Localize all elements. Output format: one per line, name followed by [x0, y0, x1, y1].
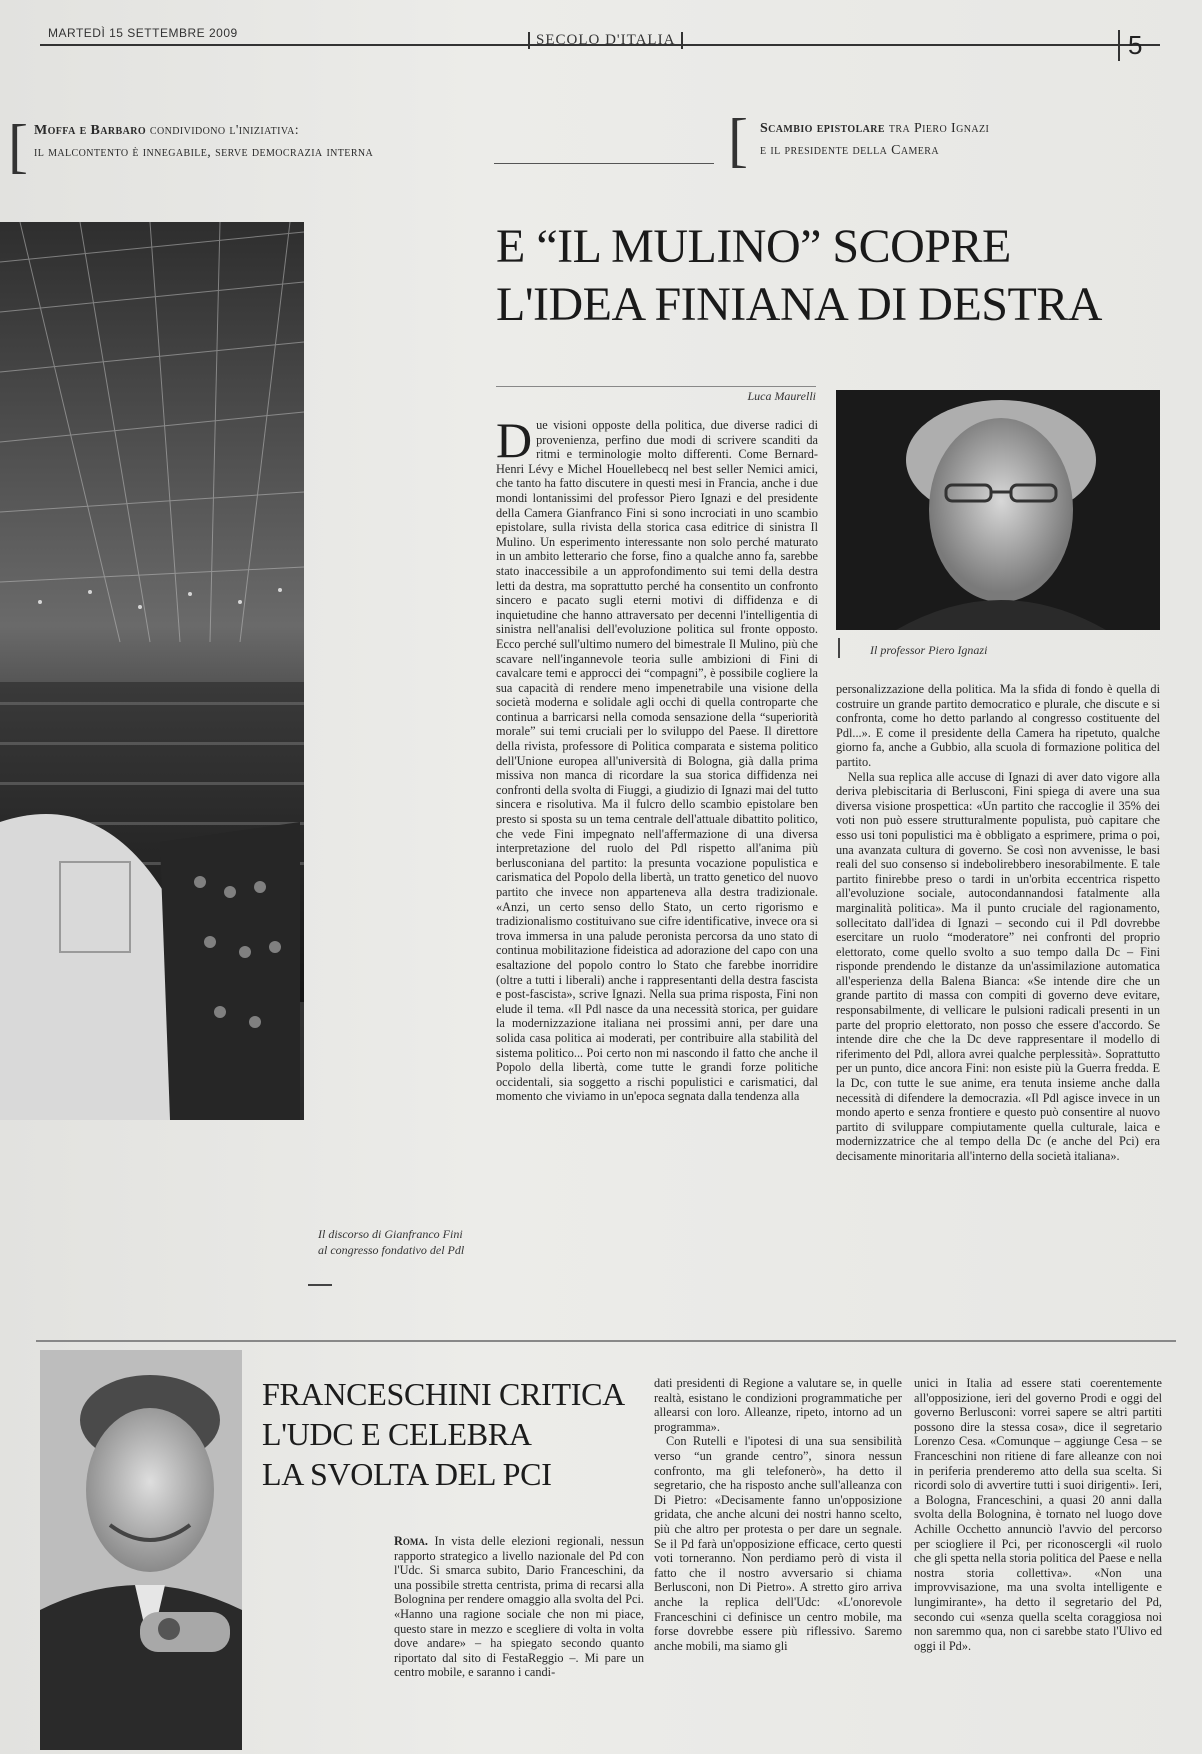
dropcap: D: [496, 418, 533, 468]
main-article-col-2: [836, 682, 1160, 1318]
caption-congress-hall: Il discorso di Gianfranco Fini al congresso fondativo del Pdl: [318, 1227, 465, 1257]
second-article-col-3: [914, 1376, 1162, 1752]
second-article-col-1-text: In vista delle elezioni regionali, nessun rapporto strategico a livello nazionale del Pd con l'Udc. Si smarca subito, Dario Franceschini, da una possibile stretta centrista, prima di recarsi alla Bolognina per rendere omaggio alla svolta del Pci. «Hanno una ragione sociale che non mi piace, questo stare in mezzo e scegliere di volta in volta dove andare» – ha spiegato secondo quanto riportato dal sito di FestaReggio –. Mi pare un centro mobile, e saranno i candi-: [394, 1534, 644, 1680]
kicker-left: [34, 120, 494, 164]
second-headline-line-3: LA SVOLTA DEL PCI: [262, 1456, 552, 1492]
main-article-col-1-text: ue visioni opposte della politica, due diverse radici di provenienza, perfino due modi di scrivere scanditi da ritmi e terminologie molto differenti. Come Bernard-Henri Lévy e Michel Houellebecq nel best seller Nemici amici, che tanto ha fatto discutere in questi mesi in Francia, anche i due mondi lontanissimi del professor Piero Ignazi e del presidente della Camera Gianfranco Fini si sono incrociati in uno scambio epistolare, sulla rivista della storica casa editrice di sinistra Il Mulino. Un esperimento interessante non solo perché maturato in un ambito letterario che forse, fino a qualche anno fa, sarebbe stato inaccessibile a un approfondimento sui temi della destra letti da destra, ma soprattutto perché ha consentito un confronto sincero e pacato sugli eterni motivi di diffidenza e di inquietudine che hanno attraversato per decenni l'intelligentia di sinistra nell'analisi dell'evoluzione politica sul fronte opposto. Ecco perché sull'ultimo numero del bimestrale Il Mulino, più che scavare nell'ingannevole teoria sulle ambizioni di Fini di cavalcare temi e approcci dei “compagni”, è possibile cogliere la sua capacità di rendere meno impenetrabile una visione della società moderna e solidale agli occhi di quella controparte che continua a barricarsi nella comoda sensazione della “superiorità morale” sui temi cruciali per lo sviluppo del Paese. Il direttore della rivista, professore di Politica comparata e sistema politico dell'Unione europea all'università di Bologna, già dalla prima missiva non manca di ricordare la sua storica diffidenza nei confronti della svolta di Fiuggi, a giudizio di Ignazi mai del tutto sincera e risolutiva. Ma il fulcro dello scambio epistolare ben presto si sposta su un tema centrale dell'attuale dibattito politico, che vede Fini impegnato nell'affermazione di una diversa interpretazione del ruolo del Pdl rispetto all'anima più berlusconiana del partito: la presunta vocazione populistica e carismatica del Popolo della libertà, un tratto genetico del nuovo partito che invece non apparteneva alla destra tradizionale. «Anzi, un certo senso dello Stato, un certo rigorismo e tradizionalismo costituivano sue cifre identificative, invece ora si trova immersa in una palude peronista percorsa da uno stato di continua mobilitazione fideistica ad adorazione del capo con una esaltazione del popolo contro lo Stato che farebbe inorridire (oltre a tutti i liberali) anche i rappresentanti della destra fascista e post-fascista», scrive Ignazi. Nella sua prima risposta, Fini non elude il tema. «Il Pdl nasce da una necessità storica, per guidare la modernizzazione italiana nei prossimi anni, per dare una solida casa politica ai moderati, per contribuire alla stabilità del sistema politico... Poi certo non mi nascondo il fatto che anche il Popolo della libertà, come tutte le grandi forze politiche occidentali, sia soggetto a rischi populistici e carismatici, dal momento che viviamo in un'epoca segnata dalla tendenza alla: [496, 418, 818, 1104]
kicker-left-line2: il malcontento è innegabile, serve democrazia interna: [34, 145, 374, 160]
second-article-col-2-p2: Con Rutelli e l'ipotesi di una sua sensibilità verso “un grande centro”, sinora nessun confronto, ma gli telefonerò», ha detto il segretario, che ha risposto anche sull'alleanza con Di Pietro: «Decisamente fanno un'opposizione gridata, che anche alcuni dei nostri hanno scelto, più che altro per protesta o per dare un segnale. Se il Pd farà un'opposizione efficace, certo questi voti torneranno. Non perdiamo però di vista il fatto che il nostro avversario si chiama Berlusconi, non Di Pietro». A stretto giro arriva anche la replica dell'Udc: «L'onorevole Franceschini ci definisce un centro mobile, ma forse dovrebbe essere più riflessivo. Saremo anche mobili, ma siamo gli: [654, 1434, 902, 1653]
second-article-col-2: [654, 1376, 902, 1752]
publication-name: SECOLO D'ITALIA: [528, 32, 683, 49]
main-article-col-2-p1: personalizzazione della politica. Ma la sfida di fondo è quella di costruire un grande partito democratico e plurale, che discute e si confronta, come ho detto parlando al congresso costituente del Pdl...». E come il presidente della Camera ha ripetuto, qualche giorno fa, anche a Gubbio, alla scuola di formazione politica del partito.: [836, 682, 1160, 769]
main-article-col-2-p2: Nella sua replica alle accuse di Ignazi di aver dato vigore alla deriva plebiscitaria di Berlusconi, Fini spiega di avere una sua diversa visione prospettica: «Un partito che raccoglie il 35% dei voti non può essere strutturalmente populista, può capitare che esso usi toni populistici ma è obbligato a esprimere, prima o poi, una avanzata cultura di governo. Se così non avvenisse, le basi reali del suo consenso si indebolirebbero inesorabilmente. E tale partito finirebbe preso o tardi in un'orbita eccentrica rispetto all'evoluzione sociale, autocondannandosi fatalmente alla marginalità politica». Ma il punto cruciale del ragionamento, sollecitato dall'idea di Ignazi – secondo cui il Pdl dovrebbe esercitare un ruolo “moderatore” nei confronti del proprio elettorato, come quello svolto a suo tempo dalla Dc – Fini risponde prendendo le distanze da un'assimilazione automatica all'esperienza della Balena Bianca: «Se intende dire che un grande partito di massa con compiti di governo deve evitare, responsabilmente, di vellicare le pulsioni radicali presenti in un parte del proprio elettorato, non posso che essere d'accordo. Se intende dire che che la Dc deve rappresentare il modello di riferimento del Pdl, allora avrei qualche perplessità». Soprattutto per un punto, dice ancora Fini: non esiste più la Guerra fredda. E la Dc, con tutte le sue anime, era tenuta insieme anche dalla necessità di difendere la democrazia. «Il Pdl agisce invece in un mondo aperto e senza frontiere e questo può consentire al nuovo partito di sviluppare compiutamente quella culturale, laica e modernizzatrice che al tempo della Dc (e anche del Pci) era decisamente minoritaria all'interno della società italiana».: [836, 769, 1160, 1163]
caption-rule: [308, 1284, 332, 1286]
photo-piero-ignazi: [836, 390, 1160, 630]
congress-hall-image: [0, 222, 304, 1120]
second-article-col-3-p1: unici in Italia ad essere stati coerentemente all'opposizione, ieri del governo Prodi e oggi del governo Berlusconi: vorrei sapere se altri partiti possono dire la stessa cosa», dice il segretario Lorenzo Cesa. «Comunque – aggiunge Cesa – se Franceschini non ritiene di fare alleanze con noi in periferia prenderemo atto della sua scelta. Si ricordi solo di avvertire tutti i suoi dirigenti». Ieri, a Bologna, Franceschini, a quasi 20 anni dalla svolta della Bolognina, è tornato nel luogo dove Achille Occhetto annunciò l'avvio del percorso per sciogliere il Pci, per riconoscergli «il ruolo che gli spetta nella storia politica del Paese e nella nostra storia collettiva». «Non una improvvisazione, ma una svolta intelligente e lungimirante», ha detto il segretario del Pd, secondo cui «senza quella scelta coraggiosa noi non saremmo qua, non ci sarebbe stato l'Ulivo ed oggi il Pd».: [914, 1376, 1162, 1653]
kicker-right-bracket: [: [728, 107, 748, 173]
caption-right-rule: [838, 638, 840, 658]
kicker-left-bold: Moffa e Barbaro: [34, 123, 147, 138]
second-article-col-2-p1: dati presidenti di Regione a valutare se, in quelle realtà, esistano le condizioni programmatiche per allearsi con loro. Alleanze, ripeto, intorno ad un programma».: [654, 1376, 902, 1434]
main-article-col-1: [496, 418, 818, 1316]
photo-congress-hall: [0, 222, 304, 1120]
photo-franceschini: [40, 1350, 242, 1750]
kicker-right-rest: tra Piero Ignazi: [885, 121, 990, 136]
page-number: 5: [1118, 30, 1142, 61]
second-headline-line-2: L'UDC E CELEBRA: [262, 1416, 532, 1452]
second-headline: [262, 1374, 642, 1494]
portrait-franceschini-image: [40, 1350, 242, 1750]
kicker-right: [760, 118, 1180, 162]
headline-line-2: L'IDEA FINIANA DI DESTRA: [496, 278, 1102, 331]
second-article-col-1: [394, 1534, 644, 1752]
caption-piero-ignazi: Il professor Piero Ignazi: [870, 643, 988, 657]
kicker-left-rule: [494, 163, 714, 164]
kicker-right-bold: Scambio epistolare: [760, 121, 885, 136]
headline-line-1: E “IL MULINO” SCOPRE: [496, 220, 1011, 273]
kicker-left-bracket: [: [8, 113, 28, 179]
second-headline-line-1: FRANCESCHINI CRITICA: [262, 1376, 625, 1412]
kicker-left-rest: condividono l'iniziativa:: [146, 123, 300, 138]
section-divider: [36, 1340, 1176, 1342]
kicker-right-line2: e il presidente della Camera: [760, 143, 939, 158]
portrait-ignazi-image: [836, 390, 1160, 630]
issue-date: MARTEDÌ 15 SETTEMBRE 2009: [48, 26, 238, 40]
main-headline: [496, 218, 1176, 334]
byline: Luca Maurelli: [496, 386, 816, 404]
dateline: Roma.: [394, 1534, 428, 1548]
